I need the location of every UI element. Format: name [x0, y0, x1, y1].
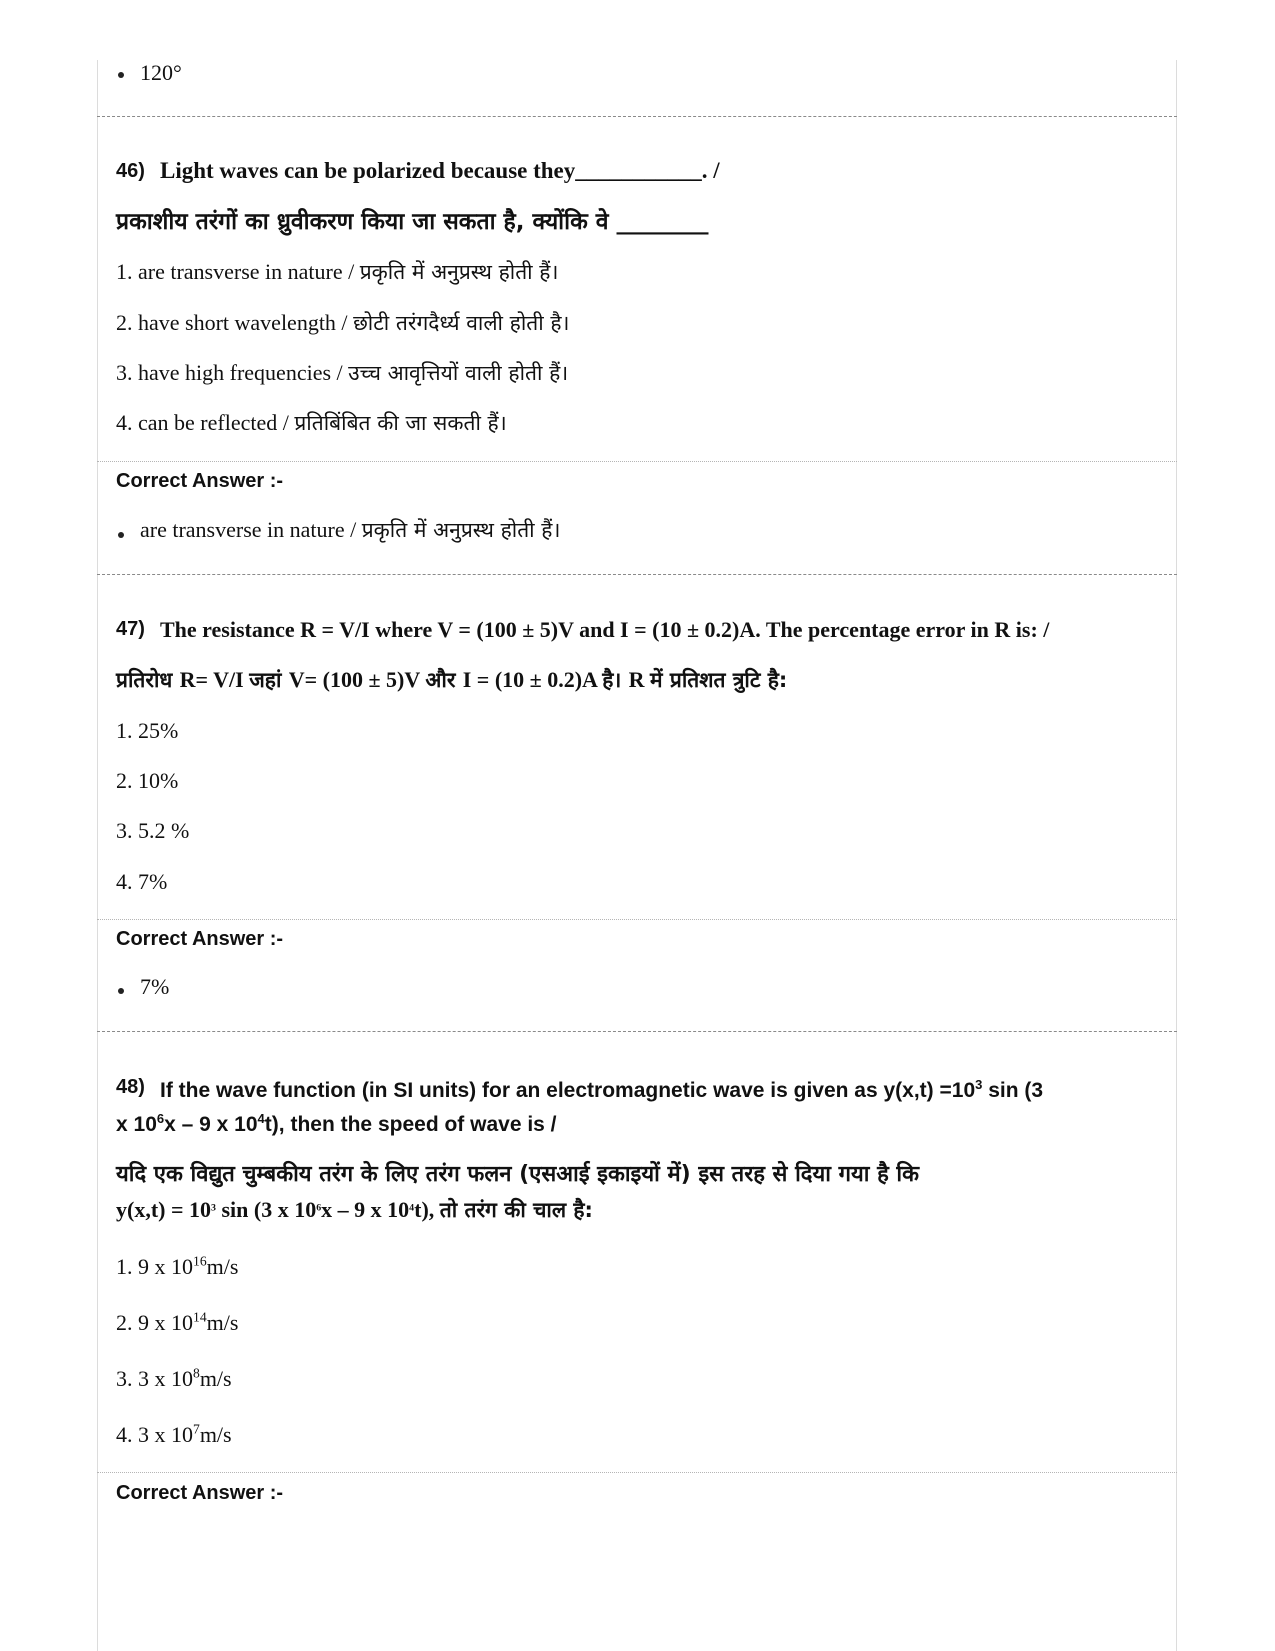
question-text-hi: प्रतिरोध R= V/I जहां V= (100 ± 5)V और I = (10 ± 0.2)A है। R में प्रतिशत त्रुटि है: — [116, 667, 788, 692]
question-separator — [97, 116, 1177, 117]
option-2: 2. have short wavelength / छोटी तरंगदैर्ध्य वाली होती है। — [116, 310, 570, 335]
correct-answer-label: Correct Answer :- — [116, 470, 284, 492]
option-2: 2. 10% — [116, 768, 179, 793]
correct-answer-value: 7% — [140, 974, 170, 999]
option-1: 1. 9 x $10^{16}m/s$ — [116, 1253, 239, 1279]
question-text-hi-line2: $y(x,t) = 10^3$ sin (3 x $10^6x - 9$ x $10^4t$), तो तरंग की चाल है: — [116, 1197, 593, 1222]
option-4: 4. 7% — [116, 869, 168, 894]
question-separator — [97, 574, 1177, 575]
question-text-en: Light waves can be polarized because they___________. / — [160, 158, 720, 183]
question-number: 48) — [116, 1076, 145, 1098]
answer-separator — [97, 461, 1177, 462]
question-text-hi: प्रकाशीय तरंगों का ध्रुवीकरण किया जा सकता है, क्योंकि वे ________ — [116, 209, 709, 235]
bullet — [118, 532, 124, 538]
prev-answer: 120° — [140, 60, 182, 85]
correct-answer-label: Correct Answer :- — [116, 928, 284, 950]
correct-answer-value: are transverse in nature / प्रकृति में अनुप्रस्थ होती हैं। — [140, 517, 561, 542]
option-1: 1. are transverse in nature / प्रकृति में अनुप्रस्थ होती हैं। — [116, 259, 559, 284]
answer-separator — [97, 919, 1177, 920]
option-4: 4. can be reflected / प्रतिबिंबित की जा सकती हैं। — [116, 410, 507, 435]
answer-separator — [97, 1472, 1177, 1473]
question-text-hi-line1: यदि एक विद्युत चुम्बकीय तरंग के लिए तरंग फलन (एसआई इकाइयों में) इस तरह से दिया गया है कि — [116, 1162, 920, 1187]
option-3: 3. 3 x $10^8m/s$ — [116, 1365, 232, 1391]
page-frame — [97, 60, 1177, 1651]
question-separator — [97, 1031, 1177, 1032]
question-number: 46) — [116, 160, 145, 182]
question-text-en-line2: x $10^6x - 9$ x $10^4t$), then the speed of wave is / — [116, 1111, 557, 1136]
option-3: 3. have high frequencies / उच्च आवृत्तियों वाली होती हैं। — [116, 360, 569, 385]
option-3: 3. 5.2 % — [116, 818, 190, 843]
option-4: 4. 3 x $10^7m/s$ — [116, 1421, 232, 1447]
question-text-en: The resistance R = V/I where V = (100 ± 5)V and I = (10 ± 0.2)A. The percentage error in R is: / — [160, 617, 1050, 642]
question-text-en-line1: If the wave function (in SI units) for an electromagnetic wave is given as $y(x,t) =10^3$ sin (3 — [160, 1077, 1044, 1102]
question-number: 47) — [116, 618, 145, 640]
bullet — [118, 72, 124, 78]
option-1: 1. 25% — [116, 718, 179, 743]
correct-answer-label: Correct Answer :- — [116, 1482, 284, 1504]
bullet — [118, 988, 124, 994]
option-2: 2. 9 x $10^{14}m/s$ — [116, 1309, 239, 1335]
